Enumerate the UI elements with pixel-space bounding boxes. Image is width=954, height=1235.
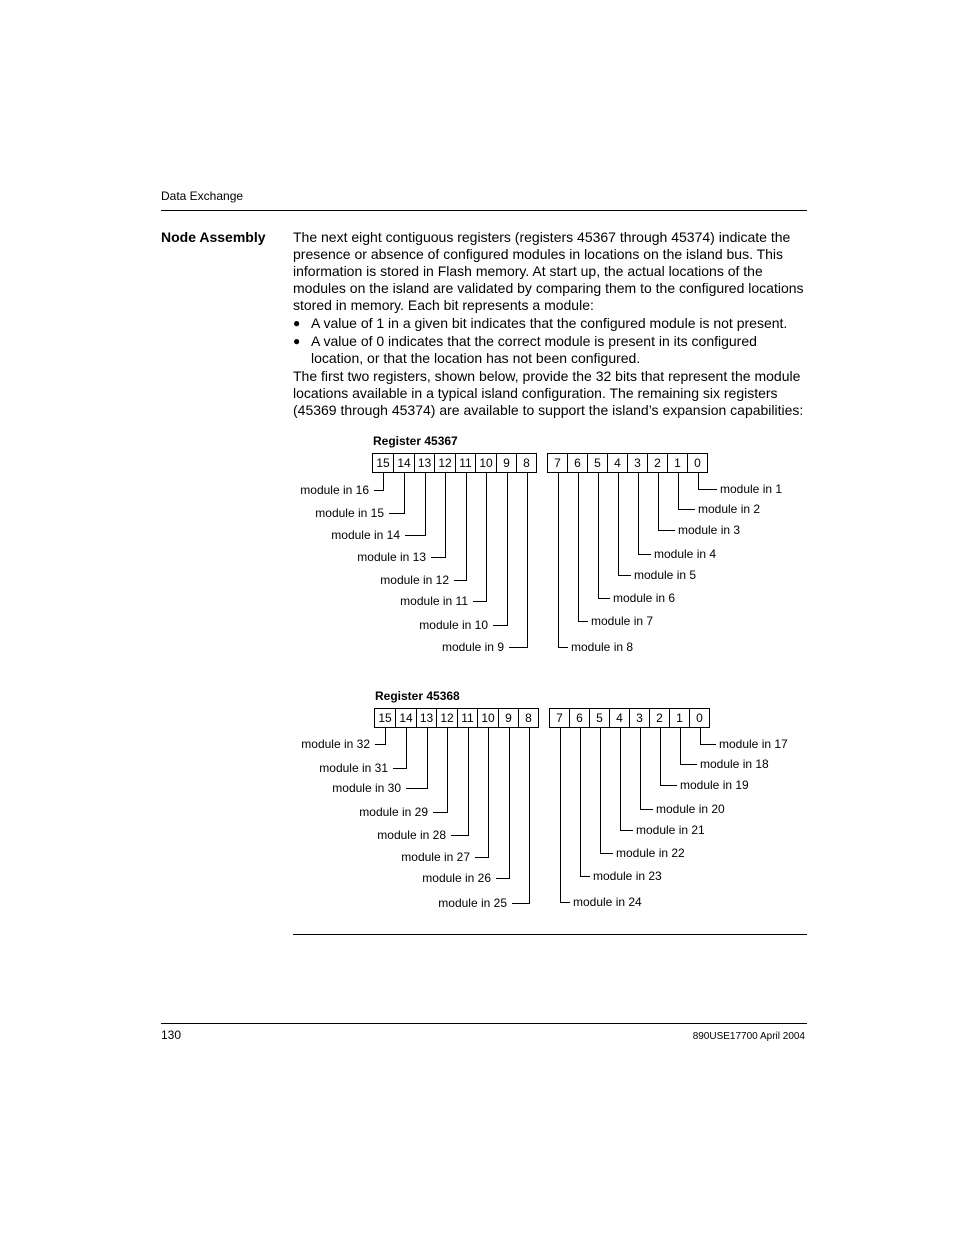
bit-cell: 8 — [518, 708, 539, 728]
bit-cell: 6 — [569, 708, 590, 728]
bit-cell: 7 — [547, 453, 568, 473]
leader-line — [454, 473, 467, 581]
module-label: module in 11 — [400, 594, 468, 608]
bit-cell: 2 — [649, 708, 670, 728]
module-label: module in 15 — [315, 506, 384, 520]
module-label: module in 10 — [419, 618, 488, 632]
leader-line — [475, 728, 489, 858]
bit-cell: 11 — [457, 708, 478, 728]
module-label: module in 12 — [380, 573, 449, 587]
module-label: module in 13 — [357, 550, 426, 564]
running-head: Data Exchange — [161, 189, 244, 203]
leader-line — [393, 728, 407, 769]
bit-cell: 1 — [669, 708, 690, 728]
bullet-text: A value of 1 in a given bit indicates that the configured module is not present. — [311, 315, 788, 331]
module-label: module in 3 — [678, 523, 741, 537]
bit-cell: 3 — [629, 708, 650, 728]
leader-line — [639, 473, 652, 555]
leader-line — [701, 728, 717, 745]
leader-line — [473, 473, 487, 602]
register-title: Register 45368 — [375, 689, 460, 703]
bit-cell: 15 — [374, 708, 396, 728]
bit-cell: 0 — [687, 453, 708, 473]
module-label: module in 17 — [719, 737, 788, 751]
module-label: module in 18 — [700, 757, 769, 771]
section-end-rule — [293, 934, 807, 935]
bit-cell: 10 — [477, 708, 499, 728]
bit-cell: 11 — [455, 453, 476, 473]
module-label: module in 24 — [573, 895, 642, 909]
section-title: Node Assembly — [161, 229, 266, 245]
module-label: module in 16 — [300, 483, 369, 497]
bit-cell: 6 — [567, 453, 588, 473]
module-label: module in 26 — [422, 871, 491, 885]
leader-line — [621, 728, 634, 831]
bit-cell: 9 — [498, 708, 519, 728]
module-label: module in 1 — [720, 482, 783, 496]
leader-line — [509, 473, 528, 648]
intro-paragraph: The next eight contiguous registers (registers 45367 through 45374) indicate the presence or absence of configured modules in locations on the island bus. This information is stored in Flash memory. At start up, the actual locations of the modules on the island are validated by comparing them to the configured locations stored in memory. Each bit represents a module: — [293, 229, 804, 313]
bit-cell: 12 — [436, 708, 458, 728]
bit-cell: 14 — [393, 453, 415, 473]
module-label: module in 5 — [634, 568, 697, 582]
bit-cell: 5 — [587, 453, 608, 473]
after-paragraph: The first two registers, shown below, provide the 32 bits that represent the module locations available in a typical island configuration. The remaining six registers (45369 through 45374) are available to support the island’s expansion capabilities: — [293, 368, 804, 418]
leader-line — [431, 473, 446, 558]
bit-cell: 5 — [589, 708, 610, 728]
leader-line — [375, 728, 386, 745]
leader-line — [561, 728, 571, 903]
module-label: module in 25 — [438, 896, 507, 910]
bit-cell: 7 — [549, 708, 570, 728]
module-label: module in 14 — [331, 528, 400, 542]
leader-line — [679, 473, 696, 510]
leader-line — [579, 473, 589, 622]
leader-line — [406, 728, 428, 789]
module-label: module in 20 — [656, 802, 725, 816]
leader-line — [493, 473, 508, 626]
bit-cell: 4 — [609, 708, 630, 728]
bit-cell: 0 — [689, 708, 710, 728]
leader-line — [641, 728, 654, 810]
module-label: module in 9 — [441, 640, 504, 654]
module-label: module in 32 — [301, 737, 370, 751]
leader-line — [599, 473, 611, 599]
module-label: module in 27 — [401, 850, 470, 864]
bit-cell: 8 — [516, 453, 537, 473]
leader-line — [433, 728, 448, 813]
module-label: module in 7 — [591, 614, 654, 628]
bit-cell: 13 — [416, 708, 437, 728]
module-label: module in 19 — [680, 778, 749, 792]
leader-line — [581, 728, 591, 877]
leader-line — [512, 728, 530, 904]
module-label: module in 28 — [377, 828, 446, 842]
module-label: module in 21 — [636, 823, 705, 837]
leader-line — [681, 728, 698, 765]
bit-cell: 10 — [475, 453, 497, 473]
leader-line — [699, 473, 718, 490]
module-label: module in 30 — [332, 781, 401, 795]
bullet-text: A value of 0 indicates that the correct module is present in its configured location, or that the location has not been configured. — [311, 333, 757, 366]
module-label: module in 23 — [593, 869, 662, 883]
footer-rule — [161, 1023, 807, 1024]
bit-cell: 12 — [434, 453, 456, 473]
leader-line — [659, 473, 676, 531]
bullet-icon: ● — [293, 316, 301, 330]
bit-cell: 14 — [395, 708, 417, 728]
bit-cell: 13 — [414, 453, 435, 473]
module-label: module in 8 — [571, 640, 634, 654]
bit-cell: 1 — [667, 453, 688, 473]
module-label: module in 4 — [654, 547, 717, 561]
bullet-icon: ● — [293, 334, 301, 348]
module-label: module in 2 — [698, 502, 761, 516]
module-label: module in 29 — [359, 805, 428, 819]
leader-line — [451, 728, 469, 836]
leader-line — [374, 473, 384, 491]
leader-line — [661, 728, 678, 786]
bit-cell: 3 — [627, 453, 648, 473]
leader-line — [496, 728, 510, 879]
module-label: module in 22 — [616, 846, 685, 860]
bit-cell: 15 — [372, 453, 394, 473]
leader-line — [619, 473, 632, 576]
register-title: Register 45367 — [373, 434, 458, 448]
leader-line — [405, 473, 426, 536]
bit-cell: 2 — [647, 453, 668, 473]
doc-id: 890USE17700 April 2004 — [692, 1031, 805, 1042]
bit-cell: 4 — [607, 453, 628, 473]
leader-line — [559, 473, 569, 648]
leader-line — [389, 473, 405, 514]
page-number: 130 — [161, 1028, 182, 1042]
bit-cell: 9 — [496, 453, 517, 473]
module-label: module in 6 — [613, 591, 676, 605]
module-label: module in 31 — [319, 761, 388, 775]
leader-line — [601, 728, 614, 854]
